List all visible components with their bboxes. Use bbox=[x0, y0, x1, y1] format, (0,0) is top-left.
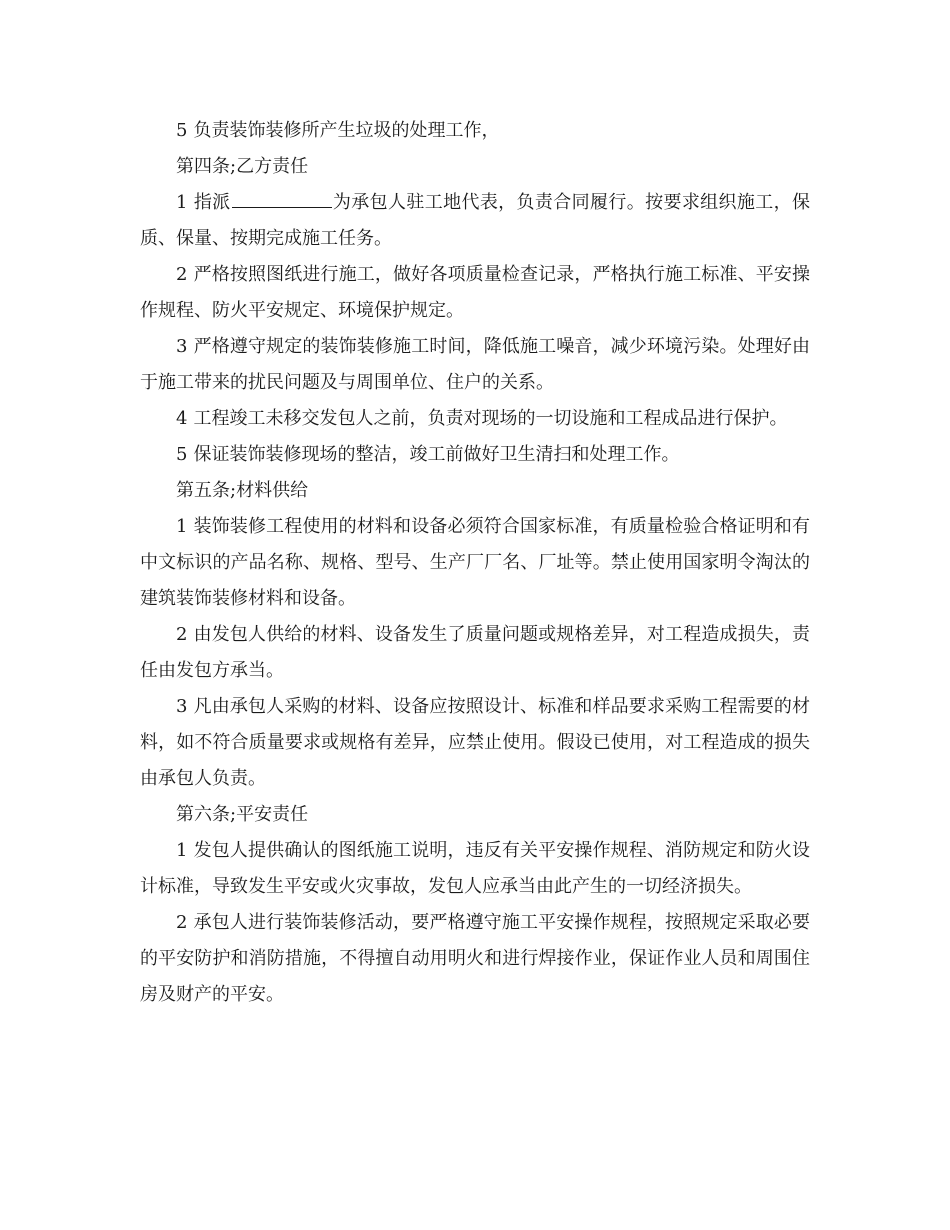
item-text: 保证装饰装修现场的整洁，竣工前做好卫生清扫和处理工作。 bbox=[193, 444, 680, 465]
item-text: 凡由承包人采购的材料、设备应按照设计、标准和样品要求采购工程需要的材料，如不符合质量要求或规格有差异，应禁止使用。假设已使用，对工程造成的损失由承包人负责。 bbox=[140, 696, 810, 789]
article-4-item-5 bbox=[140, 437, 810, 473]
article-6-heading: 第六条;平安责任 bbox=[176, 804, 309, 825]
article-5-heading: 第五条;材料供给 bbox=[176, 480, 309, 501]
item-number: 3 bbox=[176, 696, 188, 717]
item-text: 由发包人供给的材料、设备发生了质量问题或规格差异，对工程造成损失，责任由发包方承当。 bbox=[140, 624, 810, 681]
item-text: 负责装饰装修所产生垃圾的处理工作， bbox=[193, 120, 500, 141]
article-4-item-3 bbox=[140, 329, 810, 401]
item-text: 指派 bbox=[193, 192, 231, 213]
article-4-item-2 bbox=[140, 257, 810, 329]
item-number: 1 bbox=[176, 516, 188, 537]
item-number: 2 bbox=[176, 264, 188, 285]
article-4-heading: 第四条;乙方责任 bbox=[176, 156, 309, 177]
fill-in-blank bbox=[232, 189, 332, 208]
item-number: 4 bbox=[176, 408, 188, 429]
item-text: 装饰装修工程使用的材料和设备必须符合国家标准，有质量检验合格证明和有中文标识的产品名称、规格、型号、生产厂厂名、厂址等。禁止使用国家明令淘汰的建筑装饰装修材料和设备。 bbox=[140, 516, 810, 609]
article-5-item-2 bbox=[140, 617, 810, 689]
item-number: 2 bbox=[176, 912, 188, 933]
item-text: 发包人提供确认的图纸施工说明，违反有关平安操作规程、消防规定和防火设计标准，导致发生平安或火灾事故，发包人应承当由此产生的一切经济损失。 bbox=[140, 840, 810, 897]
article-4-item-1 bbox=[140, 185, 810, 257]
item-number: 2 bbox=[176, 624, 188, 645]
article-5-item-3 bbox=[140, 689, 810, 797]
item-text: 严格遵守规定的装饰装修施工时间，降低施工噪音，减少环境污染。处理好由于施工带来的扰民问题及与周围单位、住户的关系。 bbox=[140, 336, 810, 393]
item-number: 5 bbox=[176, 120, 188, 141]
item-number: 1 bbox=[176, 840, 188, 861]
item-text: 为承包人驻工地代表，负责合同履行。按要求组织施工，保质、保量、按期完成施工任务。 bbox=[140, 192, 810, 249]
clause-3-item-5 bbox=[140, 113, 810, 149]
item-number: 1 bbox=[176, 192, 188, 213]
article-5-item-1 bbox=[140, 509, 810, 617]
article-6-item-1 bbox=[140, 833, 810, 905]
article-6-item-2 bbox=[140, 905, 810, 1013]
item-text: 严格按照图纸进行施工，做好各项质量检查记录，严格执行施工标准、平安操作规程、防火平安规定、环境保护规定。 bbox=[140, 264, 810, 321]
document-page bbox=[140, 113, 810, 1013]
item-number: 5 bbox=[176, 444, 188, 465]
item-text: 工程竣工未移交发包人之前，负责对现场的一切设施和工程成品进行保护。 bbox=[193, 408, 788, 429]
article-4-item-4 bbox=[140, 401, 810, 437]
item-number: 3 bbox=[176, 336, 188, 357]
item-text: 承包人进行装饰装修活动，要严格遵守施工平安操作规程，按照规定采取必要的平安防护和消防措施，不得擅自动用明火和进行焊接作业，保证作业人员和周围住房及财产的平安。 bbox=[140, 912, 810, 1005]
